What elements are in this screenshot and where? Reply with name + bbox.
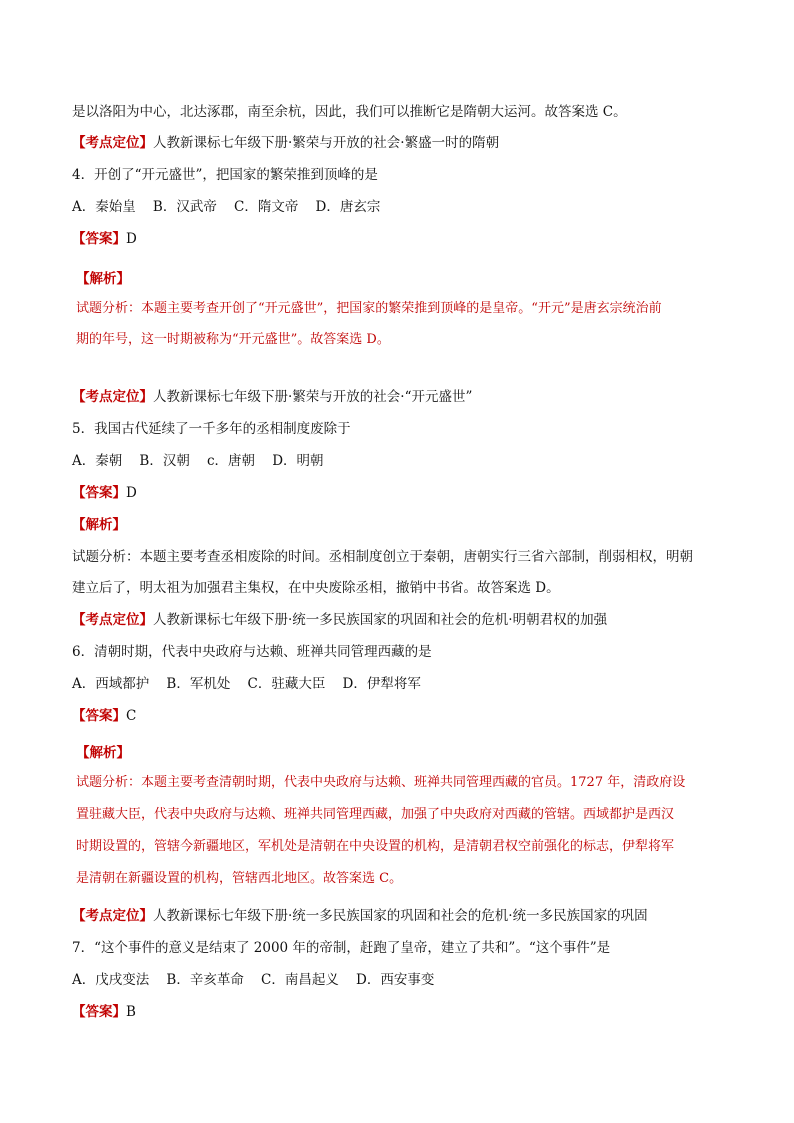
q4-options	[72, 197, 380, 217]
q7-stem	[72, 938, 610, 958]
q3-explanation-end-text: 是以洛阳为中心，北达涿郡，南至余杭，因此，我们可以推断它是隋朝大运河。故答案选 C。	[72, 104, 627, 120]
q4-answer	[72, 229, 137, 249]
q5-analysis-heading	[72, 515, 126, 535]
q4-knowledge-text: 人教新课标七年级下册·繁荣与开放的社会·“开元盛世”	[153, 389, 473, 405]
q5-analysis-line-1	[72, 547, 693, 567]
q6-options	[72, 674, 421, 694]
q4-knowledge-label: 【考点定位】	[72, 389, 153, 405]
q6-answer	[72, 706, 136, 726]
q4-analysis-label: 【解析】	[76, 271, 130, 287]
q6-options-text: A．西域都护 B．军机处 C．驻藏大臣 D．伊犁将军	[72, 676, 421, 692]
q4-options-text: A．秦始皇 B．汉武帝 C．隋文帝 D．唐玄宗	[72, 199, 381, 215]
q5-knowledge-text: 人教新课标七年级下册·统一多民族国家的巩固和社会的危机·明朝君权的加强	[153, 612, 608, 628]
q6-analysis-heading	[76, 743, 130, 763]
q5-stem-text: 5．我国古代延续了一千多年的丞相制度废除于	[72, 421, 351, 437]
q4-analysis-line-1-text: 试题分析：本题主要考查开创了“开元盛世”，把国家的繁荣推到顶峰的是皇帝。“开元”是唐玄宗统治前	[76, 301, 662, 316]
q5-knowledge-label: 【考点定位】	[72, 612, 153, 628]
q6-knowledge-text: 人教新课标七年级下册·统一多民族国家的巩固和社会的危机·统一多民族国家的巩固	[153, 908, 648, 924]
q3-explanation-end	[72, 102, 627, 122]
q6-knowledge-label: 【考点定位】	[72, 908, 153, 924]
q5-answer	[72, 483, 137, 503]
q6-analysis-line-1	[76, 773, 685, 793]
q6-answer-label: 【答案】	[72, 708, 126, 724]
q7-options-text: A．戊戌变法 B．辛亥革命 C．南昌起义 D．西安事变	[72, 972, 435, 988]
q6-stem	[72, 642, 432, 662]
q6-answer-value: C	[126, 708, 137, 724]
q6-analysis-label: 【解析】	[76, 745, 130, 761]
q6-analysis-line-3-text: 时期设置的，管辖今新疆地区，军机处是清朝在中央设置的机构，是清朝君权空前强化的标志，伊犁将军	[76, 839, 675, 854]
q6-analysis-line-1-text: 试题分析：本题主要考查清朝时期，代表中央政府与达赖、班禅共同管理西藏的官员。1727 年，清政府设	[76, 775, 686, 790]
q4-analysis-line-1	[76, 299, 662, 319]
q5-options-text: A．秦朝 B．汉朝 c．唐朝 D．明朝	[72, 453, 324, 469]
q3-knowledge-point	[72, 133, 499, 153]
q4-analysis-heading	[76, 269, 130, 289]
q6-analysis-line-4-text: 是清朝在新疆设置的机构，管辖西北地区。故答案选 C。	[76, 871, 403, 886]
q5-options	[72, 451, 324, 471]
q5-knowledge-point	[72, 610, 607, 630]
q3-knowledge-label: 【考点定位】	[72, 135, 153, 151]
q4-stem-text: 4．开创了“开元盛世”，把国家的繁荣推到顶峰的是	[72, 167, 378, 183]
q4-answer-value: D	[126, 231, 137, 247]
q4-knowledge-point	[72, 387, 472, 407]
q4-stem	[72, 165, 378, 185]
q7-stem-text: 7．“这个事件的意义是结束了 2000 年的帝制，赶跑了皇帝，建立了共和”。“这个事件”是	[72, 940, 611, 956]
q4-analysis-line-2-text: 期的年号，这一时期被称为“开元盛世”。故答案选 D。	[76, 332, 390, 347]
q3-knowledge-text: 人教新课标七年级下册·繁荣与开放的社会·繁盛一时的隋朝	[153, 135, 500, 151]
q5-answer-label: 【答案】	[72, 485, 126, 501]
q5-analysis-line-2-text: 建立后了，明太祖为加强君主集权，在中央废除丞相，撤销中书省。故答案选 D。	[72, 580, 560, 596]
q5-stem	[72, 419, 351, 439]
q5-analysis-line-1-text: 试题分析：本题主要考查丞相废除的时间。丞相制度创立于秦朝，唐朝实行三省六部制，削弱相权，明朝	[72, 549, 693, 565]
q6-analysis-line-2	[76, 805, 674, 825]
q7-answer-value: B	[126, 1004, 136, 1020]
q6-analysis-line-3	[76, 837, 674, 857]
q6-knowledge-point	[72, 906, 648, 926]
q7-answer-label: 【答案】	[72, 1004, 126, 1020]
q5-analysis-line-2	[72, 578, 560, 598]
q7-answer	[72, 1002, 136, 1022]
q5-analysis-label: 【解析】	[72, 517, 126, 533]
q6-stem-text: 6．清朝时期，代表中央政府与达赖、班禅共同管理西藏的是	[72, 644, 432, 660]
q5-answer-value: D	[126, 485, 137, 501]
q4-analysis-line-2	[76, 330, 390, 350]
q4-answer-label: 【答案】	[72, 231, 126, 247]
q6-analysis-line-4	[76, 869, 402, 889]
q6-analysis-line-2-text: 置驻藏大臣，代表中央政府与达赖、班禅共同管理西藏，加强了中央政府对西藏的管辖。西域都护是西汉	[76, 807, 675, 822]
q7-options	[72, 970, 434, 990]
